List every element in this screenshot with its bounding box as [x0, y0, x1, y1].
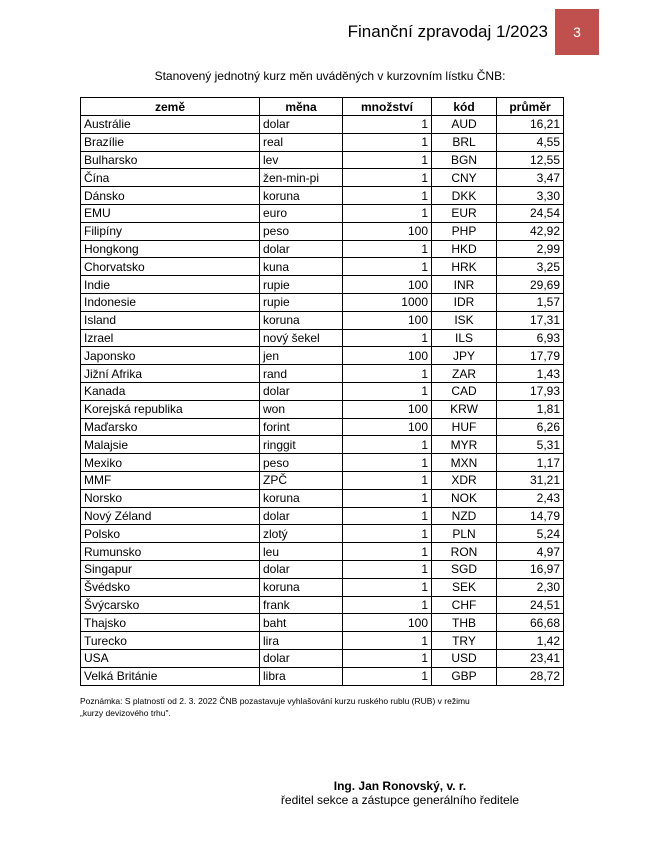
currency-cell: dolar	[260, 560, 343, 578]
country-cell: Turecko	[81, 632, 260, 650]
code-cell: BGN	[432, 151, 497, 169]
quantity-cell: 1	[343, 649, 432, 667]
quantity-cell: 100	[343, 400, 432, 418]
table-row	[81, 489, 564, 507]
table-row	[81, 649, 564, 667]
quantity-cell: 1	[343, 578, 432, 596]
country-cell: Bulharsko	[81, 151, 260, 169]
code-cell: ILS	[432, 329, 497, 347]
table-row	[81, 329, 564, 347]
code-cell: DKK	[432, 187, 497, 205]
code-cell: CAD	[432, 382, 497, 400]
currency-cell: euro	[260, 204, 343, 222]
code-cell: NOK	[432, 489, 497, 507]
currency-cell: dolar	[260, 382, 343, 400]
average-cell: 14,79	[497, 507, 564, 525]
quantity-cell: 1	[343, 133, 432, 151]
country-cell: Izrael	[81, 329, 260, 347]
page-number: 3	[573, 24, 581, 40]
currency-cell: ringgit	[260, 436, 343, 454]
quantity-cell: 1	[343, 365, 432, 383]
page-number-badge	[555, 9, 599, 55]
table-row	[81, 525, 564, 543]
country-cell: Island	[81, 311, 260, 329]
currency-cell: real	[260, 133, 343, 151]
table-caption: Stanovený jednotný kurz měn uváděných v kurzovním lístku ČNB:	[154, 69, 506, 83]
quantity-cell: 100	[343, 276, 432, 294]
country-cell: Nový Zéland	[81, 507, 260, 525]
table-row	[81, 382, 564, 400]
code-cell: THB	[432, 614, 497, 632]
table-row	[81, 222, 564, 240]
average-cell: 6,93	[497, 329, 564, 347]
country-cell: Korejská republika	[81, 400, 260, 418]
currency-cell: rand	[260, 365, 343, 383]
currency-cell: frank	[260, 596, 343, 614]
code-cell: TRY	[432, 632, 497, 650]
code-cell: HUF	[432, 418, 497, 436]
average-cell: 16,97	[497, 560, 564, 578]
quantity-cell: 1	[343, 471, 432, 489]
currency-cell: baht	[260, 614, 343, 632]
country-cell: Polsko	[81, 525, 260, 543]
code-cell: INR	[432, 276, 497, 294]
country-cell: Čína	[81, 169, 260, 187]
country-cell: Japonsko	[81, 347, 260, 365]
table-row	[81, 258, 564, 276]
average-cell: 5,31	[497, 436, 564, 454]
currency-cell: koruna	[260, 187, 343, 205]
document-title: Finanční zpravodaj 1/2023	[347, 22, 548, 41]
quantity-cell: 1	[343, 525, 432, 543]
table-row	[81, 578, 564, 596]
table-row	[81, 667, 564, 685]
country-cell: Mexiko	[81, 454, 260, 472]
currency-cell: dolar	[260, 116, 343, 134]
country-cell: Indie	[81, 276, 260, 294]
table-row	[81, 187, 564, 205]
average-cell: 24,51	[497, 596, 564, 614]
code-cell: ISK	[432, 311, 497, 329]
quantity-cell: 100	[343, 347, 432, 365]
signatory-role: ředitel sekce a zástupce generálního ředitele	[280, 793, 520, 807]
average-cell: 2,99	[497, 240, 564, 258]
currency-cell: zlotý	[260, 525, 343, 543]
quantity-cell: 1	[343, 382, 432, 400]
table-row	[81, 133, 564, 151]
currency-cell: lira	[260, 632, 343, 650]
average-cell: 42,92	[497, 222, 564, 240]
code-cell: RON	[432, 543, 497, 561]
column-header-average: průměr	[497, 98, 564, 116]
table-row	[81, 116, 564, 134]
currency-cell: rupie	[260, 293, 343, 311]
quantity-cell: 1	[343, 560, 432, 578]
table-header-row	[81, 98, 564, 116]
currency-cell: forint	[260, 418, 343, 436]
currency-cell: dolar	[260, 240, 343, 258]
country-cell: Dánsko	[81, 187, 260, 205]
table-row	[81, 204, 564, 222]
quantity-cell: 1	[343, 240, 432, 258]
currency-cell: won	[260, 400, 343, 418]
table-row	[81, 436, 564, 454]
currency-cell: jen	[260, 347, 343, 365]
code-cell: PLN	[432, 525, 497, 543]
code-cell: MXN	[432, 454, 497, 472]
quantity-cell: 1	[343, 329, 432, 347]
currency-cell: dolar	[260, 649, 343, 667]
code-cell: CHF	[432, 596, 497, 614]
quantity-cell: 1	[343, 116, 432, 134]
average-cell: 6,26	[497, 418, 564, 436]
code-cell: JPY	[432, 347, 497, 365]
column-header-currency: měna	[260, 98, 343, 116]
code-cell: ZAR	[432, 365, 497, 383]
country-cell: Švédsko	[81, 578, 260, 596]
quantity-cell: 1	[343, 632, 432, 650]
quantity-cell: 100	[343, 311, 432, 329]
country-cell: Austrálie	[81, 116, 260, 134]
table-row	[81, 347, 564, 365]
table-row	[81, 276, 564, 294]
code-cell: KRW	[432, 400, 497, 418]
currency-cell: koruna	[260, 311, 343, 329]
table-row	[81, 418, 564, 436]
currency-cell: lev	[260, 151, 343, 169]
country-cell: Thajsko	[81, 614, 260, 632]
table-row	[81, 454, 564, 472]
country-cell: Malajsie	[81, 436, 260, 454]
quantity-cell: 100	[343, 418, 432, 436]
quantity-cell: 1	[343, 667, 432, 685]
quantity-cell: 1	[343, 489, 432, 507]
code-cell: NZD	[432, 507, 497, 525]
average-cell: 12,55	[497, 151, 564, 169]
table-row	[81, 543, 564, 561]
code-cell: USD	[432, 649, 497, 667]
quantity-cell: 1	[343, 454, 432, 472]
average-cell: 28,72	[497, 667, 564, 685]
country-cell: Maďarsko	[81, 418, 260, 436]
quantity-cell: 1	[343, 436, 432, 454]
code-cell: SGD	[432, 560, 497, 578]
signatory-name: Ing. Jan Ronovský, v. r.	[333, 779, 467, 793]
average-cell: 4,97	[497, 543, 564, 561]
country-cell: Norsko	[81, 489, 260, 507]
column-header-quantity: množství	[343, 98, 432, 116]
exchange-rate-table	[80, 97, 564, 686]
code-cell: XDR	[432, 471, 497, 489]
currency-cell: nový šekel	[260, 329, 343, 347]
average-cell: 1,42	[497, 632, 564, 650]
currency-cell: peso	[260, 454, 343, 472]
quantity-cell: 1	[343, 151, 432, 169]
column-header-country: země	[81, 98, 260, 116]
quantity-cell: 1	[343, 204, 432, 222]
average-cell: 4,55	[497, 133, 564, 151]
code-cell: SEK	[432, 578, 497, 596]
country-cell: Indonesie	[81, 293, 260, 311]
column-header-code: kód	[432, 98, 497, 116]
average-cell: 23,41	[497, 649, 564, 667]
quantity-cell: 1	[343, 169, 432, 187]
country-cell: Kanada	[81, 382, 260, 400]
average-cell: 17,31	[497, 311, 564, 329]
code-cell: GBP	[432, 667, 497, 685]
currency-cell: libra	[260, 667, 343, 685]
quantity-cell: 1	[343, 187, 432, 205]
average-cell: 2,30	[497, 578, 564, 596]
table-body	[81, 116, 564, 686]
code-cell: HRK	[432, 258, 497, 276]
currency-cell: leu	[260, 543, 343, 561]
code-cell: PHP	[432, 222, 497, 240]
quantity-cell: 1	[343, 258, 432, 276]
currency-cell: kuna	[260, 258, 343, 276]
table-row	[81, 311, 564, 329]
code-cell: EUR	[432, 204, 497, 222]
quantity-cell: 1	[343, 596, 432, 614]
code-cell: BRL	[432, 133, 497, 151]
currency-cell: žen-min-pi	[260, 169, 343, 187]
country-cell: EMU	[81, 204, 260, 222]
code-cell: MYR	[432, 436, 497, 454]
country-cell: Rumunsko	[81, 543, 260, 561]
table-row	[81, 560, 564, 578]
average-cell: 1,17	[497, 454, 564, 472]
currency-cell: koruna	[260, 578, 343, 596]
quantity-cell: 100	[343, 222, 432, 240]
currency-cell: dolar	[260, 507, 343, 525]
table-row	[81, 596, 564, 614]
table-row	[81, 293, 564, 311]
country-cell: Brazílie	[81, 133, 260, 151]
country-cell: Filipíny	[81, 222, 260, 240]
table-row	[81, 632, 564, 650]
footnote-line: „kurzy devizového trhu".	[80, 708, 171, 718]
code-cell: CNY	[432, 169, 497, 187]
footnote	[80, 695, 560, 719]
average-cell: 1,43	[497, 365, 564, 383]
currency-cell: rupie	[260, 276, 343, 294]
average-cell: 5,24	[497, 525, 564, 543]
table-row	[81, 471, 564, 489]
average-cell: 17,93	[497, 382, 564, 400]
table-row	[81, 169, 564, 187]
average-cell: 66,68	[497, 614, 564, 632]
average-cell: 29,69	[497, 276, 564, 294]
average-cell: 31,21	[497, 471, 564, 489]
country-cell: Jižní Afrika	[81, 365, 260, 383]
table-row	[81, 365, 564, 383]
average-cell: 17,79	[497, 347, 564, 365]
country-cell: Hongkong	[81, 240, 260, 258]
code-cell: AUD	[432, 116, 497, 134]
average-cell: 1,57	[497, 293, 564, 311]
country-cell: Velká Británie	[81, 667, 260, 685]
currency-cell: ZPČ	[260, 471, 343, 489]
quantity-cell: 1	[343, 543, 432, 561]
country-cell: USA	[81, 649, 260, 667]
code-cell: HKD	[432, 240, 497, 258]
average-cell: 3,25	[497, 258, 564, 276]
average-cell: 3,47	[497, 169, 564, 187]
country-cell: Chorvatsko	[81, 258, 260, 276]
quantity-cell: 1	[343, 507, 432, 525]
currency-cell: koruna	[260, 489, 343, 507]
table-row	[81, 614, 564, 632]
code-cell: IDR	[432, 293, 497, 311]
table-row	[81, 507, 564, 525]
country-cell: Švýcarsko	[81, 596, 260, 614]
average-cell: 2,43	[497, 489, 564, 507]
table-row	[81, 151, 564, 169]
table-row	[81, 240, 564, 258]
table-row	[81, 400, 564, 418]
quantity-cell: 100	[343, 614, 432, 632]
average-cell: 24,54	[497, 204, 564, 222]
footnote-line: Poznámka: S platností od 2. 3. 2022 ČNB pozastavuje vyhlašování kurzu ruského rublu (RUB) v režimu	[80, 696, 470, 706]
currency-cell: peso	[260, 222, 343, 240]
quantity-cell: 1000	[343, 293, 432, 311]
average-cell: 16,21	[497, 116, 564, 134]
average-cell: 3,30	[497, 187, 564, 205]
country-cell: MMF	[81, 471, 260, 489]
country-cell: Singapur	[81, 560, 260, 578]
average-cell: 1,81	[497, 400, 564, 418]
